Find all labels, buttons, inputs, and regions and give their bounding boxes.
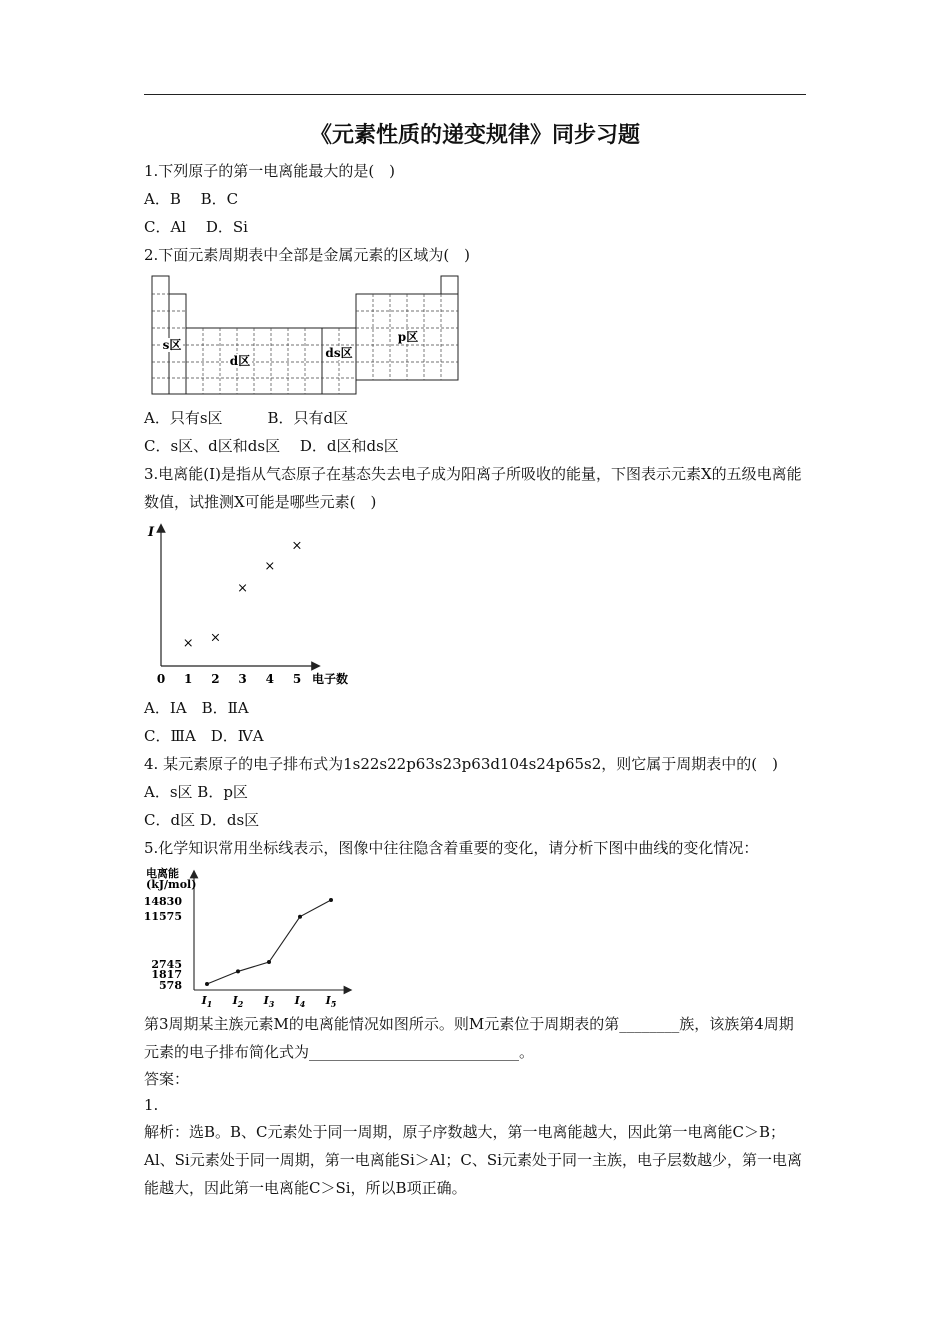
q2-stem: 2.下面元素周期表中全部是金属元素的区域为( ) <box>144 246 471 264</box>
top-rule <box>144 94 806 95</box>
q3-stem: 3.电离能(I)是指从气态原子在基态失去电子成为阳离子所吸收的能量，下图表示元素X的五级电离能数值，试推测X可能是哪些元素( ) <box>144 465 802 511</box>
chart1-x-tick: 0 <box>156 672 166 686</box>
chart2-x-tick: $I_2$ <box>232 994 244 1008</box>
chart2-y-tick: 2745 <box>151 958 182 971</box>
chart2-point <box>267 960 271 964</box>
chart1-point: × <box>182 636 194 651</box>
chart2-series-line <box>207 900 331 984</box>
page-title: 《元素性质的递变规律》同步习题 <box>309 122 640 148</box>
q2-options-cd: C．s区、d区和ds区 D．d区和ds区 <box>144 437 399 455</box>
chart2-ylabel-line1: 电离能 <box>146 867 179 880</box>
chart1-point: × <box>291 538 303 554</box>
chart1-x-tick: 4 <box>265 672 274 686</box>
q3-options-ab: A．ⅠA B．ⅡA <box>144 699 249 717</box>
chart2-x-tick: $I_1$ <box>201 994 213 1008</box>
chart1-ylabel: I <box>148 525 155 540</box>
q1-options-cd: C．Al D．Si <box>144 218 248 236</box>
ionization-energy-line-chart <box>144 862 364 1008</box>
s-block-label: s区 <box>162 338 182 352</box>
chart2-y-tick: 578 <box>159 979 182 992</box>
ds-block-label: ds区 <box>325 346 353 360</box>
chart1-point: × <box>264 558 276 574</box>
answer-explanation: 解析：选B。B、C元素处于同一周期，原子序数越大，第一电离能越大，因此第一电离能C＞B；Al、Si元素处于同一周期，第一电离能Si＞Al；C、Si元素处于同一主族，电子层数越少，第一电离能越大，因此第一电离能C＞Si，所以B项正确。 <box>144 1123 802 1197</box>
chart2-x-tick: $I_4$ <box>294 994 306 1008</box>
chart2-x-tick: $I_3$ <box>263 994 275 1008</box>
q2-options-ab: A．只有s区 B．只有d区 <box>144 409 349 427</box>
chart2-point <box>236 969 240 973</box>
q4-stem: 4. 某元素原子的电子排布式为1s22s22p63s23p63d104s24p65s2，则它属于周期表中的( ) <box>144 755 779 773</box>
p-block-label: p区 <box>397 330 419 344</box>
q5-text: 第3周期某主族元素M的电离能情况如图所示。则M元素位于周期表的第________族，该族第4周期元素的电子排布简化式为____________________________。 <box>144 1015 794 1061</box>
q4-options-ab: A．s区 B．p区 <box>144 783 248 801</box>
chart1-point: × <box>237 580 249 596</box>
chart2-point <box>329 898 333 902</box>
chart2-y-tick: 1817 <box>151 968 182 981</box>
chart1-x-tick: 2 <box>211 672 220 686</box>
periodic-table-diagram <box>148 272 466 398</box>
q1-stem: 1.下列原子的第一电离能最大的是( ) <box>144 162 396 180</box>
q3-options-cd: C．ⅢA D．ⅣA <box>144 727 264 745</box>
ionization-scatter-chart <box>144 520 364 692</box>
answers-heading: 答案： <box>144 1070 190 1088</box>
chart1-x-tick: 5 <box>292 672 302 686</box>
chart2-y-tick: 11575 <box>144 910 182 923</box>
d-block-label: d区 <box>229 354 251 368</box>
q1-options-ab: A．B B．C <box>144 190 239 208</box>
chart1-point: × <box>209 630 221 646</box>
q5-stem: 5.化学知识常用坐标线表示，图像中往往隐含着重要的变化，请分析下图中曲线的变化情况： <box>144 839 759 857</box>
chart1-x-tick: 3 <box>238 672 247 686</box>
chart1-x-tick: 1 <box>184 672 193 686</box>
answer-number: 1. <box>144 1096 159 1114</box>
chart2-point <box>298 915 302 919</box>
chart2-y-tick: 14830 <box>144 895 182 908</box>
chart1-xlabel: 电子数 <box>312 672 349 686</box>
q4-options-cd: C．d区 D．ds区 <box>144 811 260 829</box>
chart2-point <box>205 982 209 986</box>
chart2-x-tick: $I_5$ <box>325 994 337 1008</box>
chart2-ylabel-line2: (kJ/mol) <box>146 878 197 891</box>
